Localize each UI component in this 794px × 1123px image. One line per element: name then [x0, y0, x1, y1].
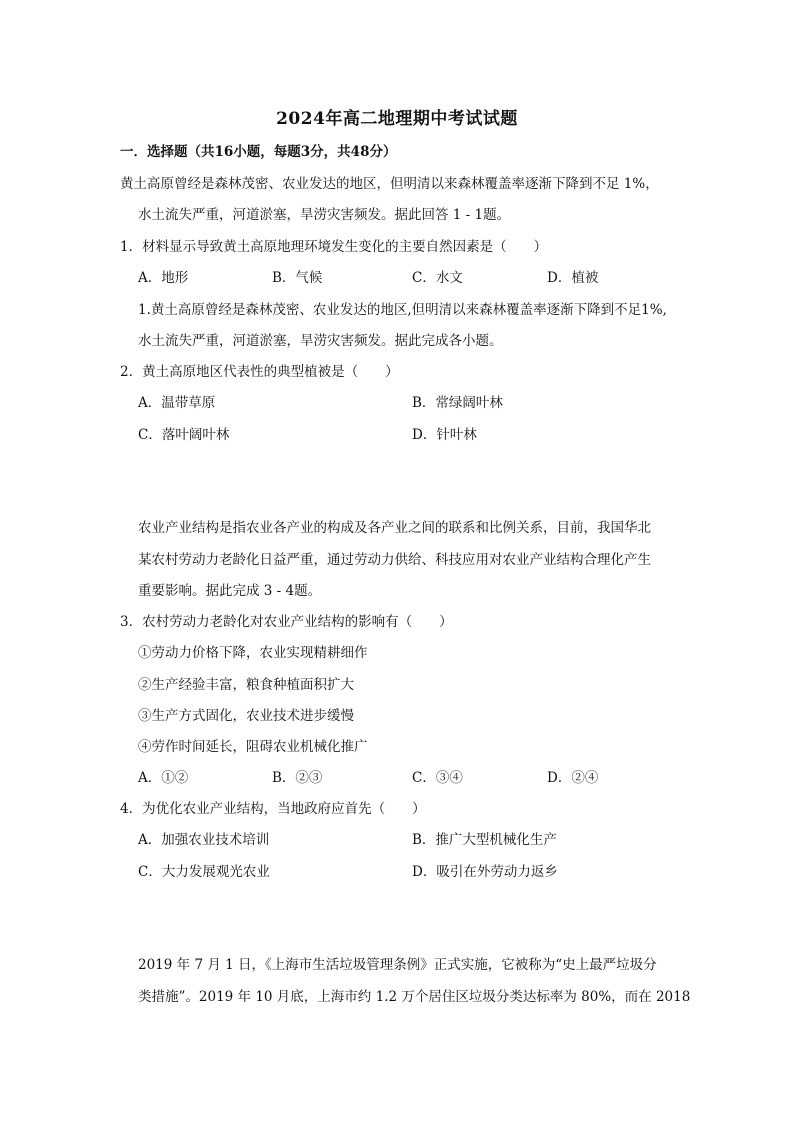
question-3-item-3: ③生产方式固化，农业技术进步缓慢 [138, 708, 354, 724]
question-1-option-d: D．植被 [547, 270, 599, 286]
question-1-stem: 1．材料显示导致黄土高原地理环境发生变化的主要自然因素是（ ） [120, 239, 548, 255]
passage-1-line-2: 水土流失严重，河道淤塞，旱涝灾害频发。据此回答 1 - 1题。 [138, 207, 511, 223]
question-2-stem: 2．黄土高原地区代表性的典型植被是（ ） [120, 364, 399, 380]
question-2-option-d: D．针叶林 [412, 427, 477, 443]
question-3-option-d: D．②④ [547, 770, 599, 786]
passage-2-line-1: 农业产业结构是指农业各产业的构成及各产业之间的联系和比例关系，目前，我国华北 [138, 520, 651, 536]
passage-1b-line-2: 水土流失严重，河道淤塞，旱涝灾害频发。据此完成各小题。 [138, 333, 503, 349]
question-1-option-a: A．地形 [138, 270, 189, 286]
passage-1b-line-1: 1.黄土高原曾经是森林茂密、农业发达的地区,但明清以来森林覆盖率逐渐下降到不足1%, [138, 302, 667, 318]
question-4-option-d: D．吸引在外劳动力返乡 [412, 864, 558, 880]
question-4-option-b: B．推广大型机械化生产 [412, 832, 557, 848]
question-1-option-c: C．水文 [412, 270, 463, 286]
question-1-option-b: B．气候 [272, 270, 323, 286]
question-4-option-c: C．大力发展观光农业 [138, 864, 270, 880]
question-3-option-a: A．①② [138, 770, 189, 786]
question-3-option-c: C．③④ [412, 770, 463, 786]
question-2-option-b: B．常绿阔叶林 [412, 395, 503, 411]
question-4-stem: 4．为优化农业产业结构，当地政府应首先（ ） [120, 801, 426, 817]
passage-1-line-1: 黄土高原曾经是森林茂密、农业发达的地区，但明清以来森林覆盖率逐渐下降到不足 1%， [120, 176, 659, 192]
section-heading: 一．选择题（共16小题，每题3分，共48分） [120, 144, 397, 160]
question-4-option-a: A．加强农业技术培训 [138, 832, 270, 848]
page-title: 2024年高二地理期中考试试题 [276, 109, 518, 129]
passage-2-line-2: 某农村劳动力老龄化日益严重，通过劳动力供给、科技应用对农业产业结构合理化产生 [138, 552, 651, 568]
question-3-option-b: B．②③ [272, 770, 323, 786]
passage-3-line-1: 2019 年 7 月 1 日，《上海市生活垃圾管理条例》正式实施，它被称为“史上最严垃圾分 [138, 957, 657, 973]
question-3-item-1: ①劳动力价格下降，农业实现精耕细作 [138, 645, 368, 661]
passage-2-line-3: 重要影响。据此完成 3 - 4题。 [138, 583, 322, 599]
question-3-stem: 3．农村劳动力老龄化对农业产业结构的影响有（ ） [120, 614, 453, 630]
question-3-item-2: ②生产经验丰富，粮食种植面积扩大 [138, 677, 354, 693]
question-2-option-a: A．温带草原 [138, 395, 216, 411]
passage-3-line-2: 类措施”。2019 年 10 月底，上海市约 1.2 万个居住区垃圾分类达标率为 80%，而在 2018 [138, 989, 691, 1005]
question-2-option-c: C．落叶阔叶林 [138, 427, 230, 443]
question-3-item-4: ④劳作时间延长，阻碍农业机械化推广 [138, 739, 368, 755]
